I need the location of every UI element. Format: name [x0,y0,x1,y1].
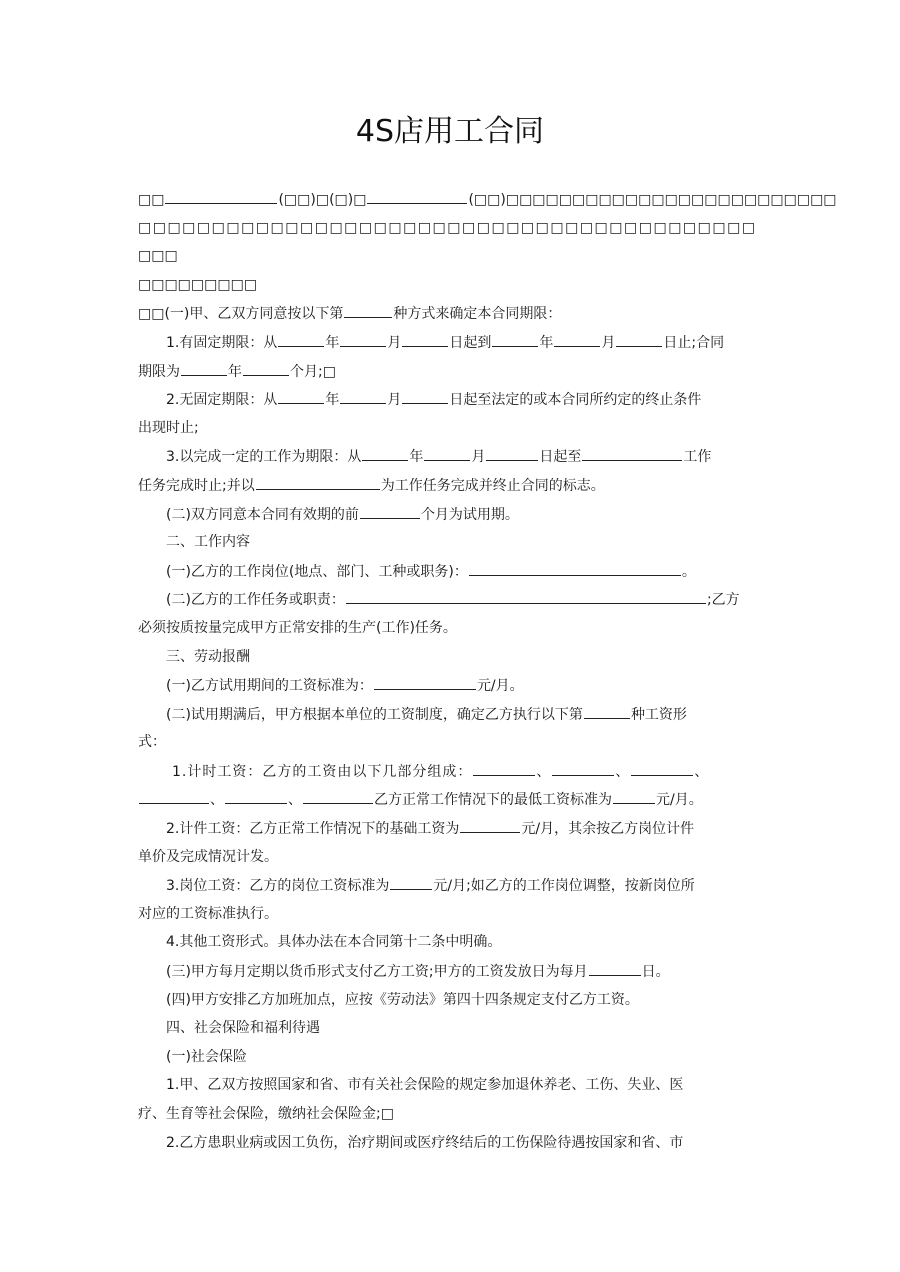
probation-pay-blank[interactable] [374,671,476,690]
task-term-cont [138,471,764,500]
term-intro-text: □□(一)甲、乙双方同意按以下第 [138,306,344,323]
text: 为工作任务完成并终止合同的标志。 [380,477,605,494]
text: (二)双方同意本合同有效期的前 [166,506,359,523]
open-term-label: 2.无固定期限：从 [166,392,278,409]
hourly-part-2-blank[interactable] [552,757,614,776]
fixed-year-blank[interactable] [278,328,324,347]
text: 、 [536,763,552,780]
post-wage-line [138,871,764,900]
text: 乙方正常工作情况下的最低工资标准为 [374,792,612,809]
hourly-cont [138,785,764,814]
text: 种工资形 [630,706,687,723]
text: 2.计件工资：乙方正常工作情况下的基础工资为 [166,821,460,838]
text: 工作 [683,449,712,466]
text: 、 [615,763,631,780]
text: 年 [325,334,340,351]
text: 年 [539,334,554,351]
task-month-blank[interactable] [424,442,470,461]
term-intro [138,299,764,328]
text: 年 [325,392,340,409]
min-wage-blank[interactable] [613,785,655,804]
fixed-years-blank[interactable] [181,357,227,376]
fixed-term-cont [138,357,764,386]
task-day-blank[interactable] [486,442,538,461]
insurance-item-2: 2.乙方患职业病或因工负伤，治疗期间或医疗终结后的工伤保险待遇按国家和省、市 [166,1134,684,1151]
hourly-part-5-blank[interactable] [225,785,287,804]
task-completion-blank[interactable] [256,471,380,490]
hourly-line [138,757,764,786]
text: 1.计时工资：乙方的工资由以下几部分组成： [172,763,473,780]
text: 元/月;如乙方的工作岗位调整，按新岗位所 [433,878,695,895]
text: 月 [601,334,616,351]
section4-heading: 四、社会保险和福利待遇 [166,1020,320,1037]
text: 日止;合同 [663,334,725,351]
term-type-blank[interactable] [344,299,392,318]
term-intro-text-2: 种方式来确定本合同期限： [393,306,562,323]
payday-line [138,957,764,986]
task-term-label: 3.以完成一定的工作为期限：从 [166,449,362,466]
preamble-line-2: □□□□□□□□□□□□□□□□□□□□□□□□□□□□□□□□□□□□□□□□□□ [138,219,757,236]
probation-pay-line [138,671,764,700]
text: 元/月，其余按乙方岗位计件 [521,821,695,838]
section3-heading: 三、劳动报酬 [166,648,250,665]
text: 任务完成时止;并以 [138,477,255,494]
document-title: 4S店用工合同 [355,114,545,149]
open-term-cont: 出现时止; [138,419,199,436]
preamble-line-3: □□□ [138,248,178,265]
wage-form-line [138,700,764,729]
text: 日起至法定的或本合同所约定的终止条件 [449,392,702,409]
text: 期限为 [138,363,180,380]
task-name-blank[interactable] [582,442,682,461]
other-wage-line: 4.其他工资形式。具体办法在本合同第十二条中明确。 [166,934,502,951]
open-year-blank[interactable] [278,385,324,404]
fixed-end-day-blank[interactable] [616,328,662,347]
text: 月 [387,392,402,409]
text: 月 [387,334,402,351]
hourly-part-4-blank[interactable] [139,785,209,804]
post-line [138,557,764,586]
text: (一)乙方试用期间的工资标准为： [166,678,373,695]
social-insurance-subheading: (一)社会保险 [166,1048,247,1065]
party-b-label: (□□)□□□□□□□□□□□□□□□□□□□□□□□□□ [468,192,837,208]
piece-cont: 单价及完成情况计发。 [138,848,278,865]
text: 月 [471,449,486,466]
duty-line [138,585,764,614]
section2-heading: 二、工作内容 [166,534,250,551]
text: 年 [409,449,424,466]
task-term-line [138,442,764,471]
fixed-end-year-blank[interactable] [492,328,538,347]
post-wage-cont: 对应的工资标准执行。 [138,905,278,922]
open-day-blank[interactable] [402,385,448,404]
preamble-line-1 [138,185,837,214]
party-a-blank[interactable] [165,185,277,204]
duty-blank[interactable] [346,585,706,604]
document-body [138,185,837,1157]
piece-line [138,814,764,843]
post-wage-blank[interactable] [390,871,432,890]
task-year-blank[interactable] [362,442,408,461]
fixed-term-line [138,328,764,357]
payday-blank[interactable] [589,957,641,976]
fixed-month-blank[interactable] [340,328,386,347]
open-term-line [138,385,764,414]
text: 日起到 [449,334,492,351]
wage-form-blank[interactable] [584,700,630,719]
fixed-months-blank[interactable] [243,357,289,376]
duty-cont: 必须按质按量完成甲方正常安排的生产(工作)任务。 [138,619,457,636]
probation-months-blank[interactable] [360,500,420,519]
insurance-item-1: 1.甲、乙双方按照国家和省、市有关社会保险的规定参加退休养老、工伤、失业、医 [166,1077,684,1094]
text: 、 [694,763,710,780]
preamble-prefix: □□ [138,192,165,208]
text: (二)乙方的工作任务或职责： [166,592,345,609]
text: 、 [288,792,302,809]
text: 日起至 [539,449,582,466]
text: 。 [681,563,696,580]
insurance-item-1-cont: 疗、生育等社会保险，缴纳社会保险金;□ [138,1106,394,1122]
text: 个月;□ [290,363,336,380]
fixed-day-blank[interactable] [402,328,448,347]
party-a-label: (□□)□(□)□ [278,192,367,208]
section1-heading: □□□□□□□□□ [138,276,258,293]
text: 年 [228,363,242,380]
hourly-part-6-blank[interactable] [303,785,373,804]
post-blank[interactable] [469,557,681,576]
text: (二)试用期满后，甲方根据本单位的工资制度，确定乙方执行以下第 [166,706,583,723]
overtime-line: (四)甲方安排乙方加班加点，应按《劳动法》第四十四条规定支付乙方工资。 [166,991,639,1008]
text: 个月为试用期。 [420,506,519,523]
text: (一)乙方的工作岗位(地点、部门、工种或职务)： [166,563,468,580]
text: 元/月。 [656,792,703,809]
text: 3.岗位工资：乙方的岗位工资标准为 [166,878,390,895]
fixed-end-month-blank[interactable] [554,328,600,347]
party-b-blank[interactable] [367,185,467,204]
text: 元/月。 [476,678,524,695]
text: 日。 [641,964,670,981]
text: 、 [210,792,224,809]
probation-line [138,500,764,529]
hourly-part-1-blank[interactable] [473,757,535,776]
text: ;乙方 [706,592,740,609]
open-month-blank[interactable] [340,385,386,404]
text: (三)甲方每月定期以货币形式支付乙方工资;甲方的工资发放日为每月 [166,964,588,981]
wage-form-cont: 式： [138,734,166,751]
hourly-part-3-blank[interactable] [631,757,693,776]
piece-base-blank[interactable] [460,814,520,833]
fixed-term-label: 1.有固定期限：从 [166,334,278,351]
